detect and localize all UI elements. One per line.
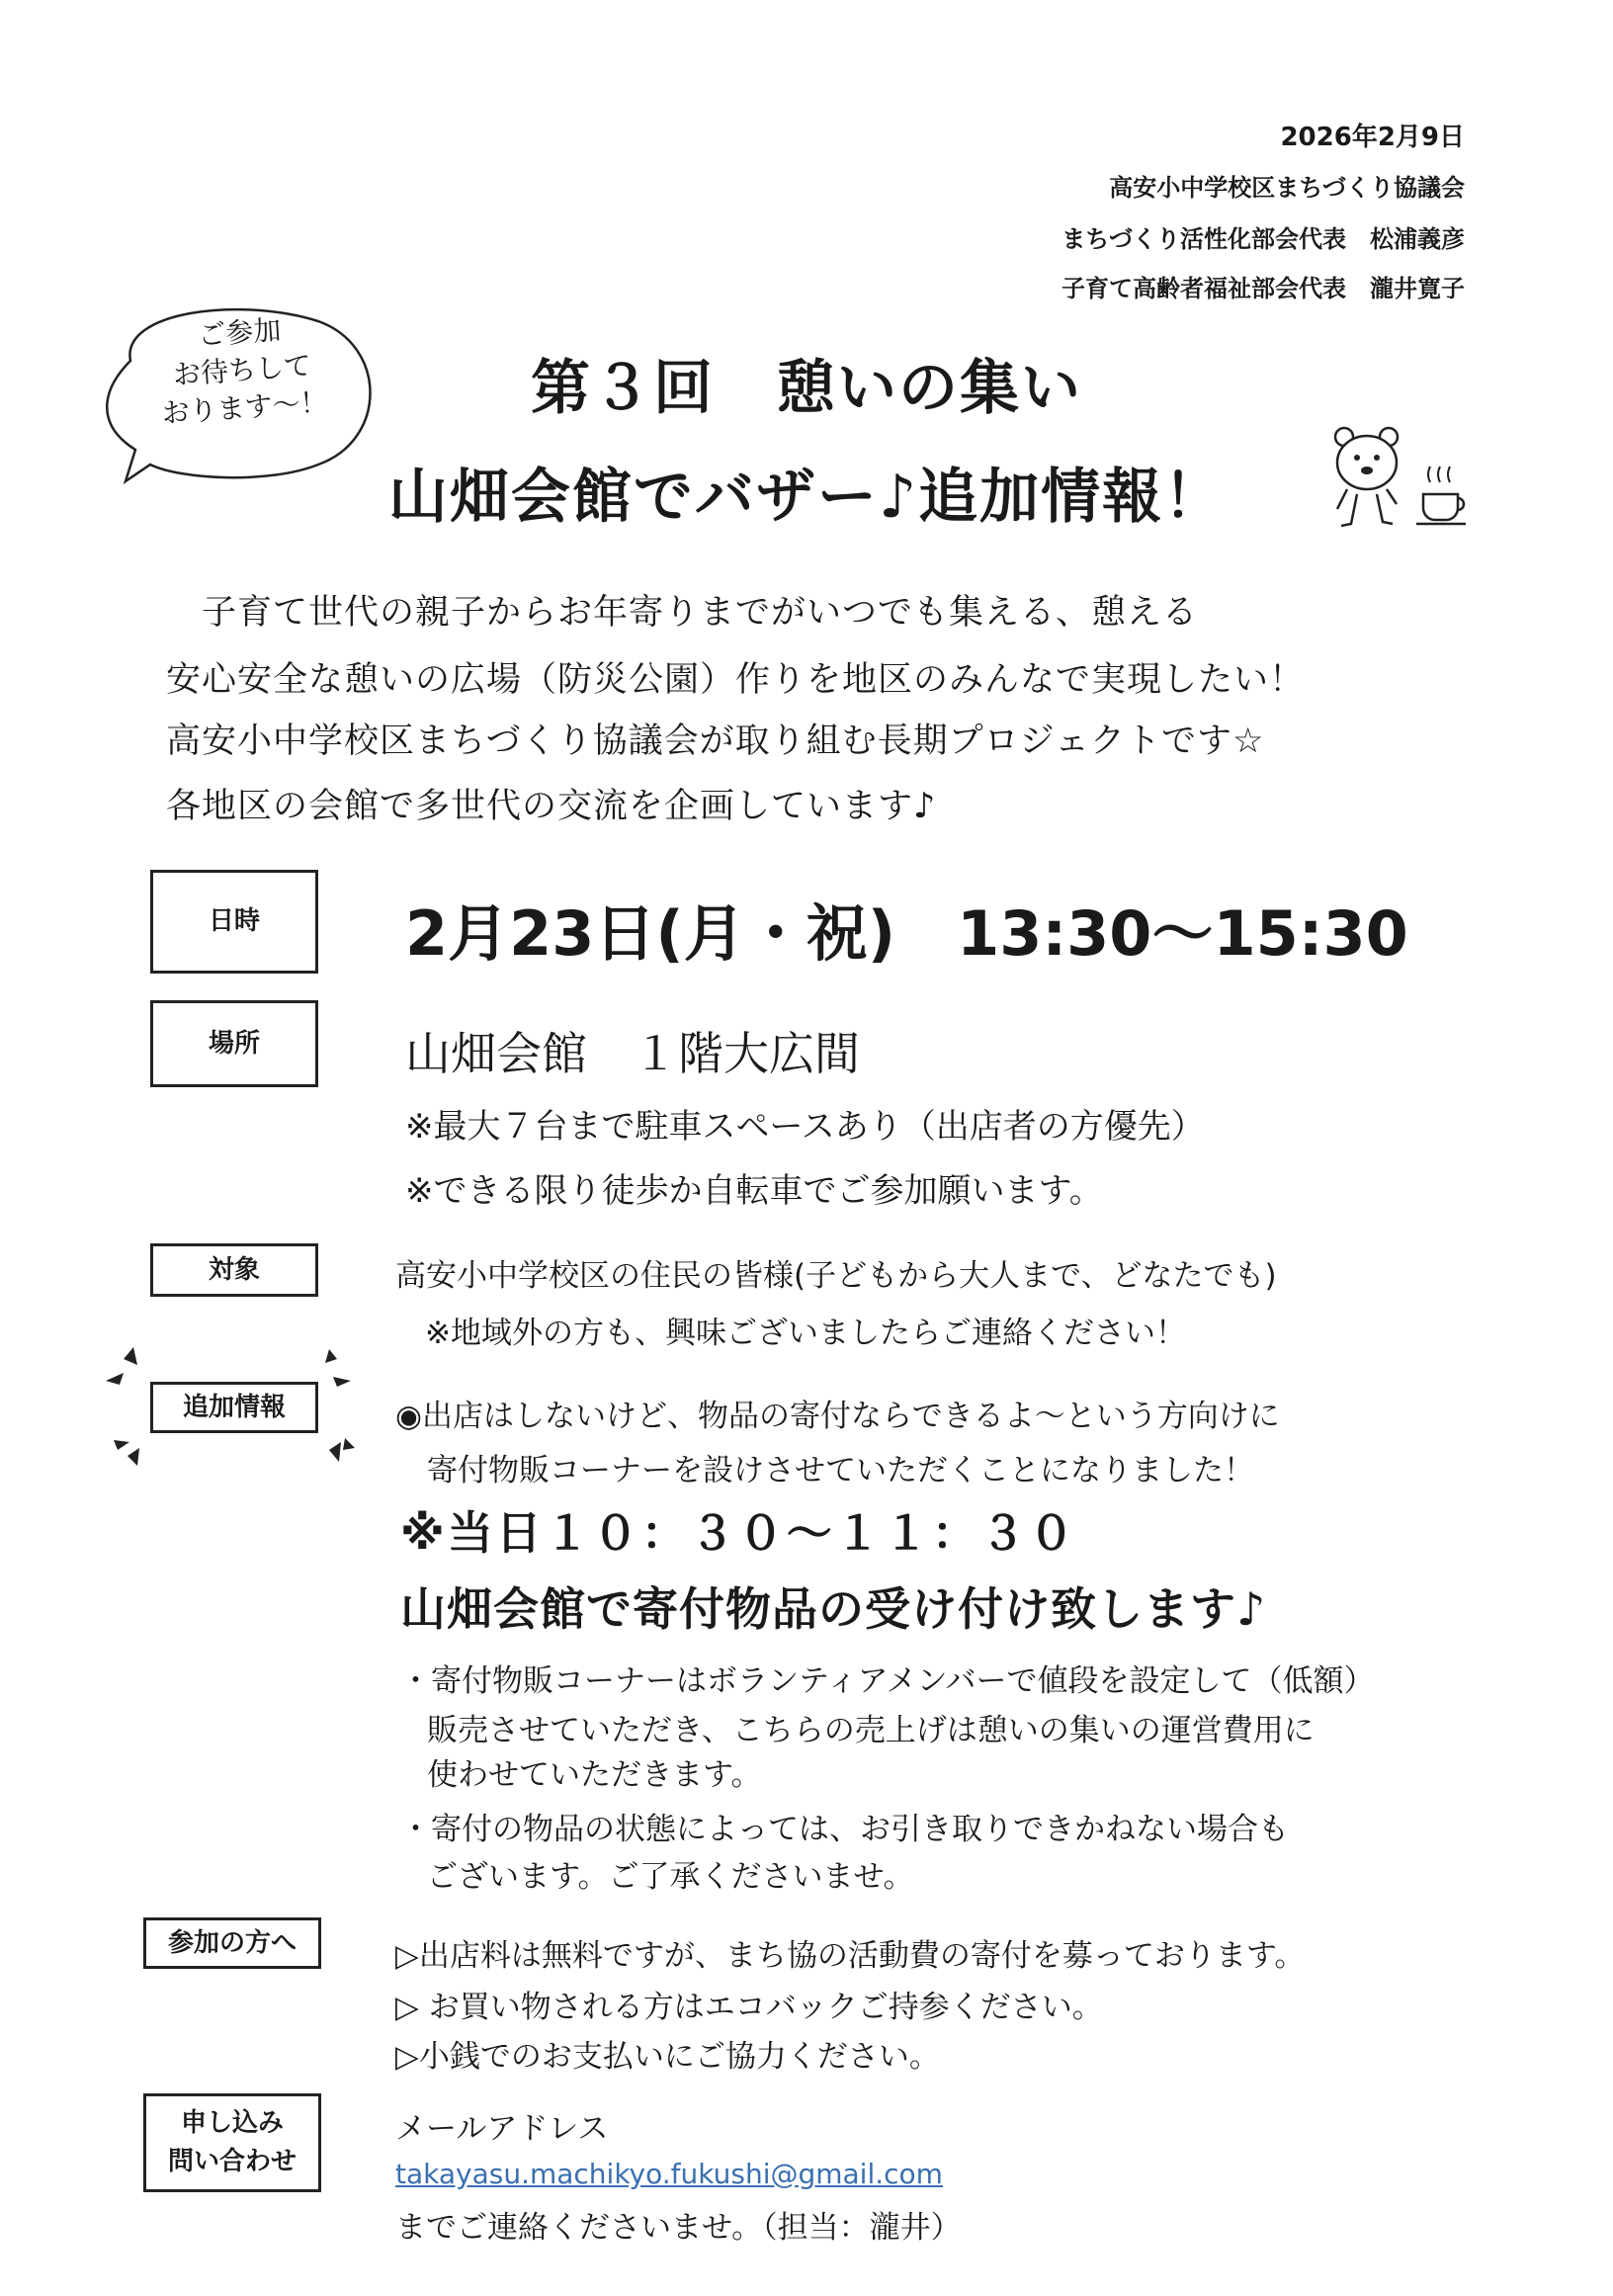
extra-label: 追加情報	[150, 1382, 318, 1433]
contact-label-line-1: 申し込み	[180, 2108, 284, 2138]
participants-label: 参加の方へ	[143, 1917, 321, 1969]
representative-2: 子育て高齢者福祉部会代表 瀧井寛子	[1061, 275, 1465, 302]
contact-label-line-2: 問い合わせ	[167, 2147, 297, 2176]
contact-heading: メールアドレス	[395, 2111, 609, 2147]
extra-strong-2: 山畑会館で寄付物品の受け付け致します♪	[400, 1582, 1267, 1636]
contact-closing: までご連絡くださいませ。（担当：瀧井）	[395, 2210, 962, 2246]
bubble-line-1: ご参加	[197, 313, 283, 352]
intro-line-2: 安心安全な憩いの広場（防災公園）作りを地区のみんなで実現したい！	[166, 660, 1306, 700]
extra-line-1: ◉出店はしないけど、物品の寄付ならできるよ～という方向けに	[395, 1399, 1280, 1434]
participants-line-3: ▷小銭でのお支払いにご協力ください。	[395, 2039, 940, 2075]
extra-bullet-1-line-2: 販売させていただき、こちらの売上げは憩いの集いの運営費用に	[427, 1713, 1315, 1748]
extra-line-2: 寄付物販コーナーを設けさせていただくことになりました！	[427, 1453, 1254, 1488]
place-label: 場所	[150, 1000, 318, 1087]
title-line-2: 山畑会館でバザー♪追加情報！	[387, 463, 1226, 532]
place-note-1: ※最大７台まで駐車スペースあり（出店者の方優先）	[405, 1107, 1205, 1147]
extra-bullet-2-line-2: ございます。ご了承くださいませ。	[427, 1859, 914, 1895]
target-label: 対象	[150, 1243, 318, 1297]
extra-bullet-2-line-1: ・寄付の物品の状態によっては、お引き取りできかねない場合も	[400, 1812, 1289, 1847]
extra-bullet-1-line-3: 使わせていただきます。	[427, 1757, 762, 1793]
datetime-value: 2月23日(月・祝) 13:30～15:30	[405, 897, 1408, 970]
target-value: 高安小中学校区の住民の皆様(子どもから大人まで、どなたでも)	[395, 1258, 1277, 1294]
place-value: 山畑会館 １階大広間	[405, 1027, 860, 1080]
title-line-1: 第３回 憩いの集い	[531, 354, 1082, 423]
intro-line-1: 子育て世代の親子からお年寄りまでがいつでも集える、憩える	[166, 593, 1199, 633]
place-note-2: ※できる限り徒歩か自転車でご参加願います。	[405, 1171, 1103, 1211]
representative-1: まちづくり活性化部会代表 松浦義彦	[1061, 225, 1465, 253]
datetime-label: 日時	[150, 870, 318, 974]
target-note: ※地域外の方も、興味ございましたらご連絡ください！	[425, 1316, 1186, 1351]
contact-email-link[interactable]: takayasu.machikyo.fukushi@gmail.com	[395, 2158, 943, 2190]
intro-line-4: 各地区の会館で多世代の交流を企画しています♪	[166, 787, 937, 826]
document-date: 2026年2月9日	[1280, 123, 1465, 152]
bear-mascot-icon	[1329, 425, 1478, 534]
participants-line-1: ▷出店料は無料ですが、まち協の活動費の寄付を募っております。	[395, 1938, 1306, 1974]
extra-strong-1: ※当日１０：３０～１１：３０	[400, 1506, 1077, 1560]
extra-bullet-1-line-1: ・寄付物販コーナーはボランティアメンバーで値段を設定して（低額）	[400, 1663, 1375, 1699]
intro-line-3: 高安小中学校区まちづくり協議会が取り組む長期プロジェクトです☆	[166, 722, 1265, 761]
organization-name: 高安小中学校区まちづくり協議会	[1109, 174, 1465, 202]
participants-line-2: ▷ お買い物される方はエコバックご持参ください。	[395, 1990, 1103, 2025]
contact-label	[143, 2093, 321, 2192]
bubble-line-3: おります～！	[160, 384, 329, 430]
bubble-line-2: お待ちして	[171, 348, 312, 391]
